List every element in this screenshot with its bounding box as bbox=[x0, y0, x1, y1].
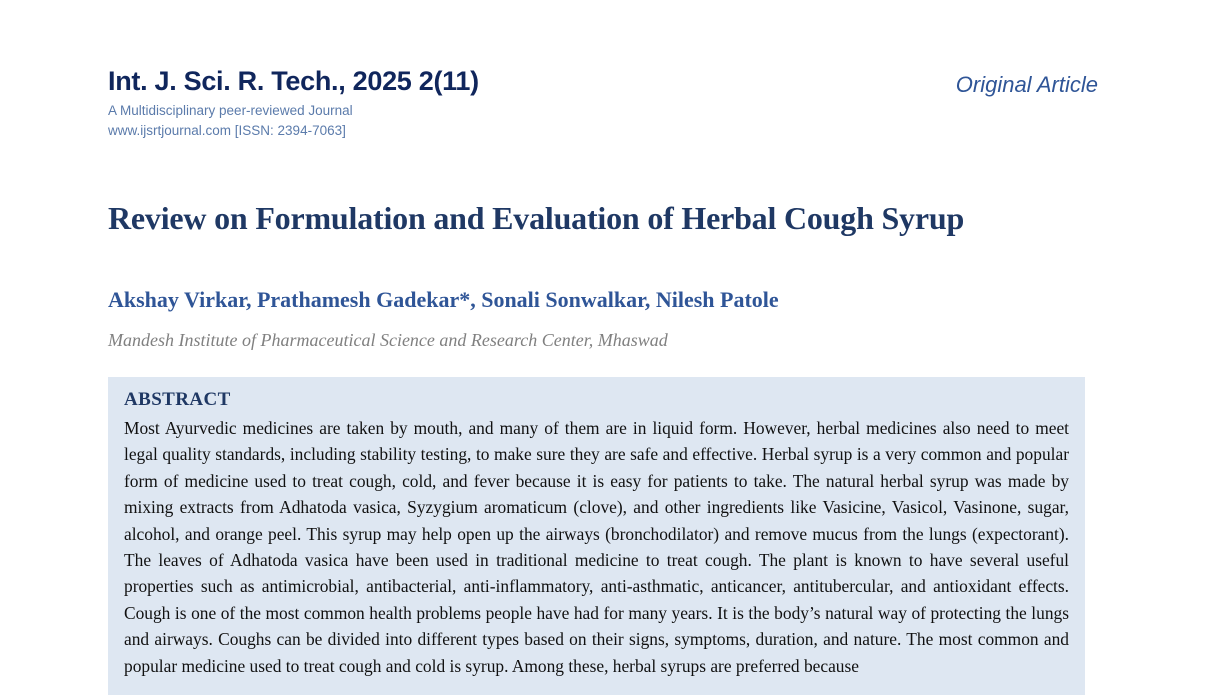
abstract-body: Most Ayurvedic medicines are taken by mouth, and many of them are in liquid form. However, herbal medicines also need to meet legal quality standards, including stability testing, to make sure they are safe and effective. Herbal syrup is a very common and popular form of medicine used to treat cough, cold, and fever because it is easy for patients to take. The natural herbal syrup was made by mixing extracts from Adhatoda vasica, Syzygium aromaticum (clove), and other ingredients like Vasicine, Vasicol, Vasinone, sugar, alcohol, and orange peel. This syrup may help open up the airways (bronchodilator) and remove mucus from the lungs (expectorant). The leaves of Adhatoda vasica have been used in traditional medicine to treat cough. The plant is known to have several useful properties such as antimicrobial, antibacterial, anti-inflammatory, anti-asthmatic, anticancer, antitubercular, and antioxidant effects. Cough is one of the most common health problems people have had for many years. It is the body’s natural way of protecting the lungs and airways. Coughs can be divided into different types based on their signs, symptoms, duration, and nature. The most common and popular medicine used to treat cough and cold is syrup. Among these, herbal syrups are preferred because bbox=[124, 418, 1069, 676]
journal-subtitle: A Multidisciplinary peer-reviewed Journal bbox=[108, 103, 353, 119]
abstract-heading: ABSTRACT bbox=[124, 389, 231, 410]
article-type-label: Original Article bbox=[955, 72, 1098, 97]
page-title: Review on Formulation and Evaluation of Herbal Cough Syrup bbox=[108, 200, 965, 237]
author-list: Akshay Virkar, Prathamesh Gadekar*, Sonali Sonwalkar, Nilesh Patole bbox=[108, 287, 779, 312]
journal-title: Int. J. Sci. R. Tech., 2025 2(11) bbox=[108, 66, 479, 96]
affiliation: Mandesh Institute of Pharmaceutical Science and Research Center, Mhaswad bbox=[108, 330, 668, 350]
abstract-section bbox=[108, 377, 1085, 695]
journal-url-issn: www.ijsrtjournal.com [ISSN: 2394-7063] bbox=[108, 122, 346, 138]
